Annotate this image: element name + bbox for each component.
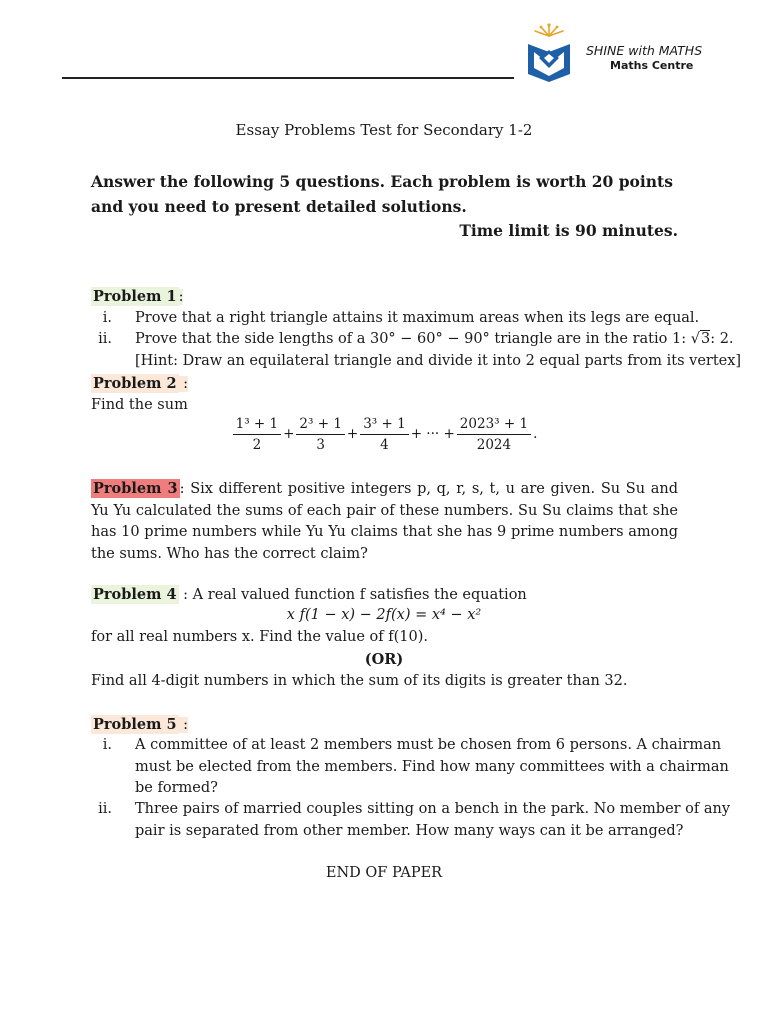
- p5-item-1-num: i.: [102, 737, 112, 753]
- p5-item-2-line-1: Three pairs of married couples sitting on a bench in the park. No member of any: [135, 801, 731, 817]
- end-of-paper: END OF PAPER: [325, 865, 443, 881]
- problem-2-heading: Problem 2 :: [93, 375, 189, 392]
- p2-term-4: $\frac{\text{2023³ + 1}}{2024}$: [457, 416, 531, 453]
- p2-sum-expression: $\frac{\text{1³ + 1}}{2}$ + $\frac{\text{2³ + 1}}{3}$ + $\frac{\text{3³ + 1}}{4}$ + ··· + $\frac{\text{2023³ + 1}}{2024}$ .: [0, 416, 768, 453]
- problem-3-text: : Six different positive integers p, q, r, s, t, u are given. Su Su and Yu Yu calculated the sums of each pair of these numbers. Su Su claims that she has 10 prime numbers while Yu Yu claims that she has 9 prime numbers among the sums. Who has the correct claim?: [91, 481, 678, 562]
- p1-item-1-num: i.: [102, 310, 112, 326]
- problem-2-label: Problem 2: [93, 375, 177, 392]
- problem-4-heading: [91, 586, 527, 603]
- p2-intro: Find the sum: [91, 397, 188, 413]
- p1-item-1-text: Prove that a right triangle attains it maximum areas when its legs are equal.: [135, 310, 700, 326]
- p1-item-2-text: Prove that the side lengths of a 30° − 60° − 90° triangle are in the ratio 1: √3: 2.: [135, 331, 734, 347]
- p2-term-1: $\frac{\text{1³ + 1}}{2}$: [233, 416, 281, 453]
- p2-dots: + ··· +: [410, 426, 455, 442]
- page-title: Essay Problems Test for Secondary 1-2: [235, 121, 533, 139]
- problem-5-label: Problem 5: [93, 716, 177, 733]
- p4-line-2: for all real numbers x. Find the value of f(10).: [91, 629, 428, 645]
- p5-item-2-line-2: pair is separated from other member. How many ways can it be arranged?: [135, 823, 684, 839]
- p1-hint: [Hint: Draw an equilateral triangle and divide it into 2 equal parts from its vertex]: [135, 353, 742, 369]
- shine-logo-icon: [524, 22, 574, 84]
- brand-name: SHINE with MATHS: [586, 43, 703, 58]
- problem-5-heading: Problem 5 :: [93, 716, 189, 733]
- p2-term-3: $\frac{\text{3³ + 1}}{4}$: [360, 416, 408, 453]
- p4-alternative: Find all 4-digit numbers in which the sum of its digits is greater than 32.: [91, 673, 628, 689]
- p5-item-1-line-3: be formed?: [135, 780, 218, 796]
- p4-equation: x f(1 − x) − 2f(x) = x⁴ − x²: [286, 607, 482, 623]
- brand-block: [586, 43, 702, 72]
- problem-4-label: Problem 4: [93, 586, 177, 603]
- p5-item-1-line-2: must be elected from the members. Find how many committees with a chairman: [135, 759, 729, 775]
- p4-intro: : A real valued function f satisfies the equation: [178, 587, 527, 603]
- p1-item-2-num: ii.: [98, 331, 112, 347]
- problem-1-label: Problem 1: [93, 288, 177, 305]
- brand-subtitle: Maths Centre: [610, 58, 694, 72]
- problem-3-block: [91, 478, 678, 565]
- instructions: Answer the following 5 questions. Each problem is worth 20 points and you need to present detailed solutions.: [91, 172, 673, 216]
- p5-item-2-num: ii.: [98, 801, 112, 817]
- header-rule: [62, 77, 514, 79]
- problem-1-heading: Problem 1 :: [93, 288, 184, 305]
- time-limit: Time limit is 90 minutes.: [459, 221, 678, 240]
- p4-or: (OR): [364, 651, 404, 668]
- problem-3-label: Problem 3: [93, 480, 178, 497]
- p2-term-2: $\frac{\text{2³ + 1}}{3}$: [296, 416, 344, 453]
- p5-item-1-line-1: A committee of at least 2 members must be chosen from 6 persons. A chairman: [135, 737, 722, 753]
